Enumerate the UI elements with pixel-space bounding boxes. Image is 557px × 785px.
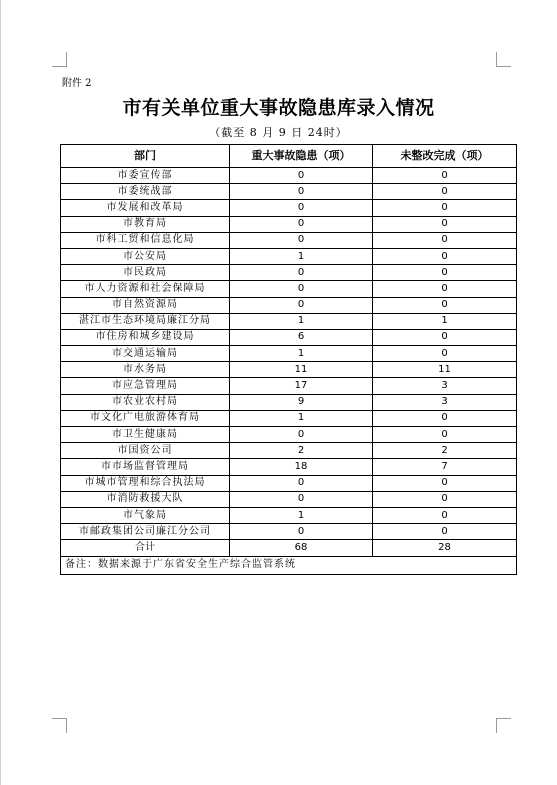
pending-cell: 0 — [373, 410, 517, 426]
department-cell: 市民政局 — [61, 265, 230, 281]
crop-mark-bottom-right — [496, 718, 511, 733]
table-row — [61, 232, 517, 248]
hazards-cell: 0 — [230, 265, 373, 281]
department-cell: 市住房和城乡建设局 — [61, 329, 230, 345]
table-row — [61, 216, 517, 232]
hazards-cell: 0 — [230, 427, 373, 443]
table-row — [61, 394, 517, 410]
department-cell: 市公安局 — [61, 248, 230, 264]
pending-cell: 0 — [373, 248, 517, 264]
hazards-cell: 0 — [230, 168, 373, 184]
pending-cell: 0 — [373, 168, 517, 184]
table-row — [61, 459, 517, 475]
pending-cell: 0 — [373, 507, 517, 523]
pending-cell: 2 — [373, 443, 517, 459]
crop-mark-top-right — [496, 52, 511, 67]
hazards-cell: 18 — [230, 459, 373, 475]
pending-cell: 0 — [373, 346, 517, 362]
table-row — [61, 427, 517, 443]
hazards-cell: 0 — [230, 200, 373, 216]
table-row — [61, 362, 517, 378]
pending-cell: 0 — [373, 297, 517, 313]
hazards-cell: 0 — [230, 491, 373, 507]
crop-mark-top-left — [52, 52, 67, 67]
hazards-cell: 0 — [230, 297, 373, 313]
table-row — [61, 200, 517, 216]
hazards-cell: 1 — [230, 346, 373, 362]
department-cell: 市人力资源和社会保障局 — [61, 281, 230, 297]
table-row — [61, 281, 517, 297]
table-row — [61, 346, 517, 362]
total-pending: 28 — [373, 540, 517, 556]
department-cell: 市邮政集团公司廉江分公司 — [61, 524, 230, 540]
hazard-table — [60, 144, 517, 575]
department-cell: 市水务局 — [61, 362, 230, 378]
department-cell: 市文化广电旅游体育局 — [61, 410, 230, 426]
table-row — [61, 507, 517, 523]
table-row — [61, 329, 517, 345]
hazards-cell: 0 — [230, 216, 373, 232]
crop-mark-bottom-left — [52, 718, 67, 733]
department-cell: 市发展和改革局 — [61, 200, 230, 216]
department-cell: 市应急管理局 — [61, 378, 230, 394]
table-row — [61, 297, 517, 313]
hazards-cell: 0 — [230, 475, 373, 491]
pending-cell: 7 — [373, 459, 517, 475]
column-header-major-hazards: 重大事故隐患（项） — [230, 145, 373, 168]
department-cell: 市市场监督管理局 — [61, 459, 230, 475]
pending-cell: 3 — [373, 394, 517, 410]
total-label: 合计 — [61, 540, 230, 556]
data-source-note: 备注：数据来源于广东省安全生产综合监管系统 — [61, 556, 517, 574]
table-row — [61, 378, 517, 394]
pending-cell: 0 — [373, 427, 517, 443]
hazards-cell: 0 — [230, 281, 373, 297]
pending-cell: 0 — [373, 329, 517, 345]
table-note-row — [61, 556, 517, 574]
department-cell: 市城市管理和综合执法局 — [61, 475, 230, 491]
pending-cell: 0 — [373, 475, 517, 491]
table-body — [61, 168, 517, 540]
table-header-row — [61, 145, 517, 168]
department-cell: 市消防救援大队 — [61, 491, 230, 507]
pending-cell: 0 — [373, 491, 517, 507]
pending-cell: 0 — [373, 265, 517, 281]
table-row — [61, 168, 517, 184]
document-title: 市有关单位重大事故隐患库录入情况 — [122, 97, 435, 119]
department-cell: 市农业农村局 — [61, 394, 230, 410]
department-cell: 市气象局 — [61, 507, 230, 523]
table-row — [61, 475, 517, 491]
hazards-cell: 17 — [230, 378, 373, 394]
department-cell: 市科工贸和信息化局 — [61, 232, 230, 248]
pending-cell: 0 — [373, 281, 517, 297]
document-subtitle: （截至 8 月 9 日 24时） — [209, 126, 348, 139]
hazards-cell: 6 — [230, 329, 373, 345]
hazards-cell: 11 — [230, 362, 373, 378]
column-header-unrectified: 未整改完成（项） — [373, 145, 517, 168]
table-row — [61, 443, 517, 459]
table-row — [61, 524, 517, 540]
pending-cell: 3 — [373, 378, 517, 394]
table-row — [61, 184, 517, 200]
table-row — [61, 491, 517, 507]
hazards-cell: 1 — [230, 313, 373, 329]
department-cell: 市卫生健康局 — [61, 427, 230, 443]
department-cell: 市教育局 — [61, 216, 230, 232]
pending-cell: 0 — [373, 232, 517, 248]
hazards-cell: 9 — [230, 394, 373, 410]
hazards-cell: 0 — [230, 524, 373, 540]
table-total-row — [61, 540, 517, 556]
department-cell: 市国资公司 — [61, 443, 230, 459]
hazards-cell: 1 — [230, 507, 373, 523]
pending-cell: 1 — [373, 313, 517, 329]
pending-cell: 0 — [373, 200, 517, 216]
pending-cell: 11 — [373, 362, 517, 378]
total-hazards: 68 — [230, 540, 373, 556]
hazards-cell: 1 — [230, 410, 373, 426]
department-cell: 市交通运输局 — [61, 346, 230, 362]
hazards-cell: 0 — [230, 232, 373, 248]
department-cell: 湛江市生态环境局廉江分局 — [61, 313, 230, 329]
table-row — [61, 410, 517, 426]
hazards-cell: 1 — [230, 248, 373, 264]
pending-cell: 0 — [373, 524, 517, 540]
hazards-cell: 0 — [230, 184, 373, 200]
table-row — [61, 248, 517, 264]
department-cell: 市自然资源局 — [61, 297, 230, 313]
table-row — [61, 313, 517, 329]
column-header-department: 部门 — [61, 145, 230, 168]
department-cell: 市委统战部 — [61, 184, 230, 200]
attachment-label: 附件 2 — [62, 78, 92, 89]
department-cell: 市委宣传部 — [61, 168, 230, 184]
pending-cell: 0 — [373, 216, 517, 232]
hazards-cell: 2 — [230, 443, 373, 459]
pending-cell: 0 — [373, 184, 517, 200]
table-row — [61, 265, 517, 281]
